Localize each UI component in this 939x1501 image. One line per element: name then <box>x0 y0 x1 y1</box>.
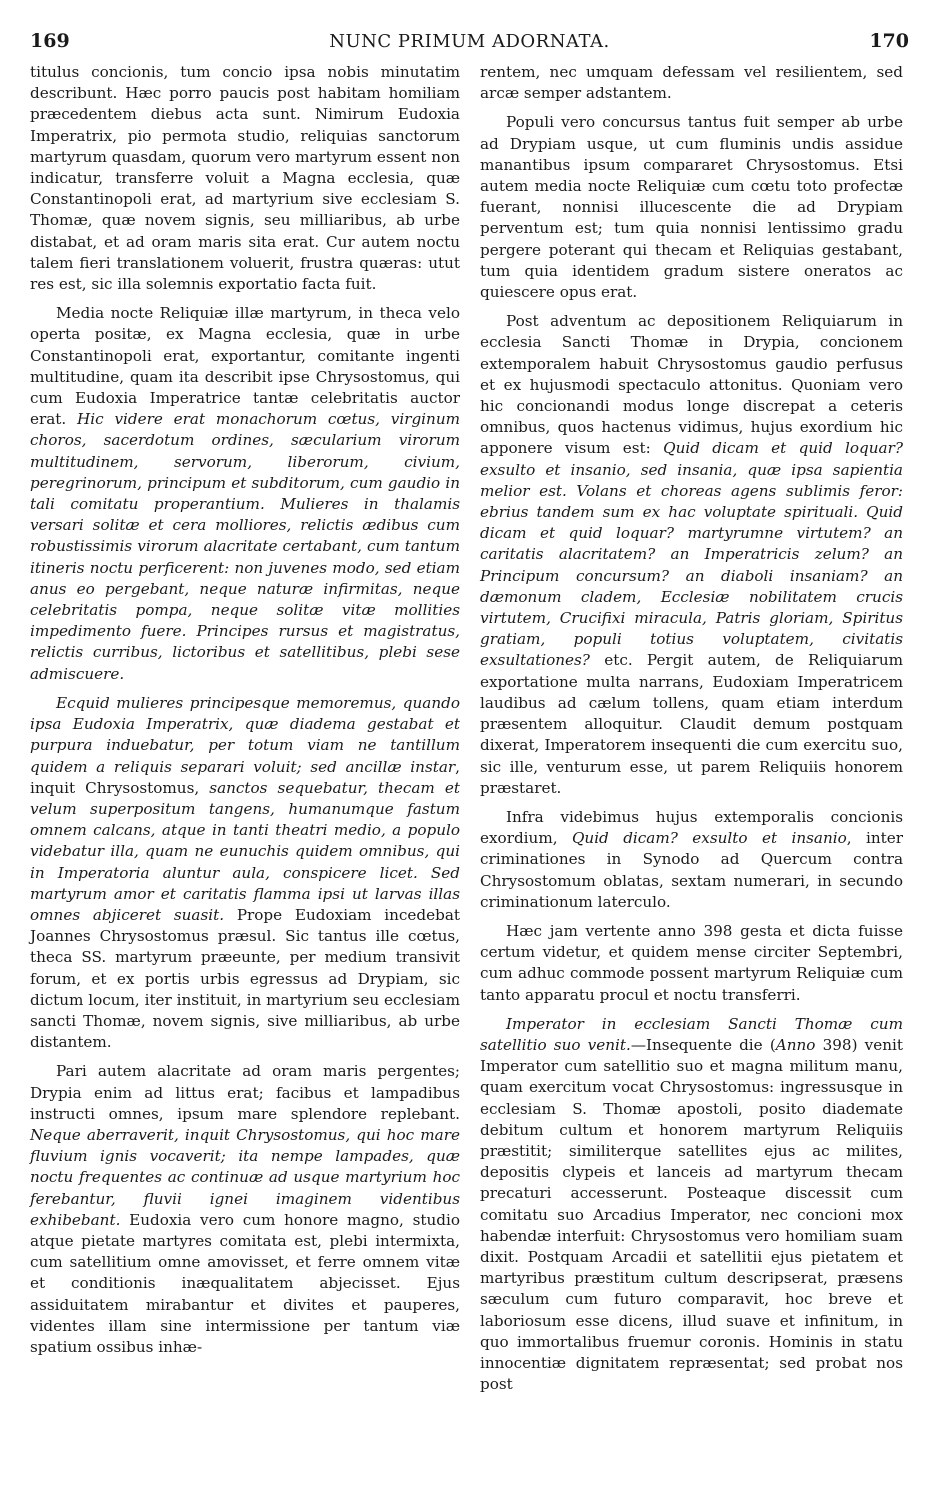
paragraph <box>30 693 460 1053</box>
section-heading: Imperator in ecclesiam Sancti Thomæ cum satellitio suo venit. <box>480 1014 903 1054</box>
paragraph-text: , inquit Chrysostomus, <box>30 757 460 797</box>
running-title: NUNC PRIMUM ADORNATA. <box>329 31 610 52</box>
paragraph: Populi vero concursus tantus fuit semper ab urbe ad Drypiam usque, ut cum fluminis undis assidue manantibus ipsum compararet Chrysostomus. Etsi autem media nocte Reliquiæ cum cœtu toto profectæ fuerant, nonnisi illucescente die ad Drypiam perventum est; tum quia nonnisi lentissimo gradu pergere poterant qui thecam et Reliquias gestabant, tum quia identidem gradum sistere oneratos ac quiescere opus erat. <box>480 113 903 302</box>
quotation: Quid dicam et quid loquar? exsulto et insanio, sed insania, quæ ipsa sapientia melior est. Volans et choreas agens sublimis feror: ebrius tandem sum ex hac voluptate spirituali. Quid dicam et quid loquar? martyrumne virtutem? an caritatis alacritatem? an Imperatricis zelum? an Principum concursum? an diaboli insaniam? an dæmonum cladem, Ecclesiæ nobilitatem crucis virtutem, Crucifixi miracula, Patris gloriam, Spiritus gratiam, populi totius voluptatem, civitatis exsultationes? <box>480 439 904 670</box>
page-number-right: 170 <box>869 30 909 52</box>
paragraph: titulus concionis, tum concio ipsa nobis minutatim describunt. Hæc porro paucis post habitam homiliam præcedentem diebus acta sunt. Nimirum Eudoxia Imperatrix, pio permota studio, reliquias sanctorum martyrum quasdam, quorum vero martyrum essent non indicatur, transferre voluit a Magna ecclesia, quæ Constantinopoli erat, ad martyrium sive ecclesiam S. Thomæ, quæ novem signis, seu milliaribus, ab urbe distabat, et ad oram maris sita erat. Cur autem noctu talem fieri translationem voluerit, frustra quæras: utut res est, sic illa solemnis exportatio facta fuit. <box>30 63 460 294</box>
page-number-left: 169 <box>30 30 70 52</box>
paragraph: rentem, nec umquam defessam vel resilientem, sed arcæ semper adstantem. <box>480 63 903 103</box>
paragraph-text: Infra videbimus hujus extemporalis concionis exordium, <box>480 807 903 848</box>
paragraph-text: Pari autem alacritate ad oram maris pergentes; Drypia enim ad littus erat; facibus et lampadibus instructi omnes, ipsum mare splendore replebant. <box>30 1062 460 1123</box>
paragraph-text: —Insequente die ( <box>630 1035 776 1054</box>
quotation: sanctos sequebatur, thecam et velum superpositum tangens, humanumque fastum omnem calcans, atque in tanti theatri medio, a populo videbatur illa, quam ne eunuchis quidem omnibus, qui in Imperatoria aluntur aula, conspicere licet. Sed martyrum amor et caritatis flamma ipsi ut larvas illas omnes abjiceret suasit. <box>30 778 460 924</box>
paragraph <box>480 1014 903 1396</box>
page-header <box>30 30 909 56</box>
paragraph: Hæc jam vertente anno 398 gesta et dicta fuisse certum videtur, et quidem mense circiter Septembri, cum adhuc commode possent martyrum Reliquiæ cum tanto apparatu procul et noctu transferri. <box>480 921 903 1004</box>
paragraph-text: 398) venit Imperator cum satellitio suo et magna militum manu, quam exercitum vocat Chrysostomus: ingressusque in ecclesiam S. Thomæ apostoli, posito diademate debitum cultum et honorem martyrum Reliquiis præstitit; similiterque satellites ejus ac milites, depositis clypeis et lanceis ad martyrum thecam precaturi accesserunt. Posteaque discessit cum comitatu suo Arcadius Imperator, nec concioni mox habendæ interfuit: Chrysostomus vero homiliam suam dixit. Postquam Arcadii et satellitii ejus pietatem et martyribus præstitum cultum descripserat, præsens sæculum cum futuro comparavit, hoc breve et laboriosum esse dicens, illud suave et infinitum, in quo immortalibus fruemur coronis. Hominis in statu innocentiæ dignitatem repræsentat; sed probat nos post <box>480 1035 903 1394</box>
quotation: Quid dicam? exsulto et insanio <box>571 829 847 848</box>
year-label: Anno <box>775 1035 816 1054</box>
quotation: Neque aberraverit, inquit Chrysostomus, qui hoc mare fluvium ignis vocaverit; ita nempe lampades, quæ noctu frequentes ac continuæ ad usque martyrium hoc ferebantur, fluvii ignei imaginem videntibus exhibebant. <box>30 1125 460 1229</box>
paragraph-text: etc. Pergit autem, de Reliquiarum exportatione multa narrans, Eudoxiam Imperatricem laudibus ad cælum tollens, quam etiam interdum præsentem alloquitur. Claudit demum postquam dixerat, Imperatorem insequenti die cum exercitu suo, sic ille, venturum esse, ut parem Reliquiis honorem præstaret. <box>480 651 903 797</box>
paragraph-text: Eudoxia vero cum honore magno, studio atque pietate martyres comitata est, plebi intermixta, cum satellitium omne amovisset, et ferre omnem vitæ et conditionis inæqualitatem abjecisset. Ejus assiduitatem mirabantur et divites et pauperes, videntes illam sine intermissione per tantum viæ spatium ossibus inhæ- <box>30 1210 460 1356</box>
quotation: Ecquid mulieres principesque memoremus, quando ipsa Eudoxia Imperatrix, quæ diadema gestabat et purpura induebatur, per totum viam ne tantillum quidem a reliquis separari voluit; sed ancillæ instar <box>30 693 460 776</box>
paragraph-text: Post adventum ac depositionem Reliquiarum in ecclesia Sancti Thomæ in Drypia, concionem extemporalem habuit Chrysostomus gaudio perfusus et ex hujusmodi spectaculo attonitus. Quoniam vero hic concionandi modus longe discrepat a ceteris omnibus, quos hactenus vidimus, hujus exordium hic apponere visum est: <box>480 312 903 458</box>
paragraph-text: , inter criminationes in Synodo ad Quercum contra Chrysostomum oblatas, sextam numerari, in secundo criminationum laterculo. <box>480 829 903 911</box>
paragraph-text: Prope Eudoxiam incedebat Joannes Chrysostomus præsul. Sic tantus ille cœtus, theca SS. martyrum præeunte, per medium transivit forum, et ex portis urbis egressus ad Drypiam, sic dictum locum, iter instituit, in martyrium seu ecclesiam sancti Thomæ, novem signis, sive milliaribus, ab urbe distantem. <box>30 905 461 1052</box>
left-column <box>30 62 460 1358</box>
paragraph <box>30 1061 460 1358</box>
paragraph <box>480 807 903 913</box>
paragraph <box>30 303 460 685</box>
right-column <box>480 62 903 1395</box>
paragraph-text: Media nocte Reliquiæ illæ martyrum, in theca velo operta positæ, ex Magna ecclesia, quæ in urbe Constantinopoli erat, exportantur, comitante ingenti multitudine, quam ita describit ipse Chrysostomus, qui cum Eudoxia Imperatrice tantæ celebritatis auctor erat. <box>30 304 460 429</box>
paragraph <box>480 311 903 799</box>
quotation: Hic videre erat monachorum cœtus, virginum choros, sacerdotum ordines, sæcularium virorum multitudinem, servorum, liberorum, civium, peregrinorum, principum et subditorum, cum gaudio in tali comitatu properantium. Mulieres in thalamis versari solitæ et cera molliores, relictis ædibus cum robustissimis virorum alacritate certabant, cum tantum itineris noctu perficerent: non juvenes modo, sed etiam anus eo pergebant, neque naturæ infirmitas, neque celebritatis pompa, neque solitæ vitæ mollities impedimento fuere. Principes rursus et magistratus, relictis curribus, lictoribus et satellitibus, plebi sese admiscuere. <box>30 410 461 683</box>
